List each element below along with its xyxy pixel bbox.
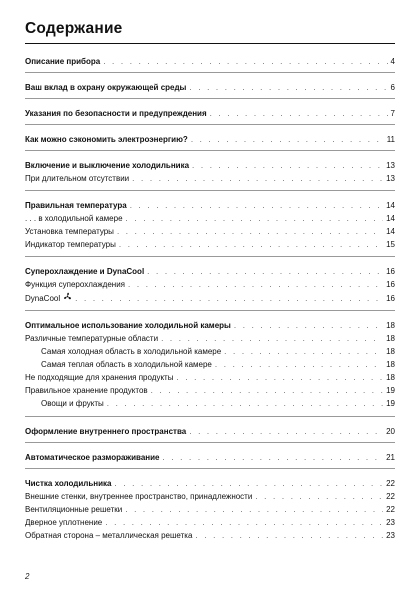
- section-divider: [25, 310, 395, 311]
- toc-page-number: 7: [390, 109, 395, 118]
- dot-leader: [176, 372, 383, 384]
- section-divider: [25, 442, 395, 443]
- toc-entry[interactable]: [25, 134, 395, 146]
- toc-entry-label: Суперохлаждение и DynaCool: [25, 267, 145, 276]
- toc-entry-label: Дверное уплотнение: [25, 518, 103, 527]
- dot-leader: [161, 333, 383, 345]
- dot-leader: [125, 504, 383, 516]
- toc-entry[interactable]: [25, 372, 395, 384]
- toc-entry-label: Оптимальное использование холодильной камеры: [25, 321, 231, 330]
- page-title: Содержание: [25, 20, 123, 37]
- dot-leader: [126, 213, 384, 225]
- toc-entry[interactable]: [25, 478, 395, 490]
- toc-page-number: 18: [386, 347, 395, 356]
- toc-entry[interactable]: [25, 452, 395, 464]
- dot-leader: [195, 530, 383, 542]
- toc-entry[interactable]: [25, 213, 395, 225]
- toc-page-number: 15: [386, 240, 395, 249]
- toc-page-number: 21: [386, 453, 395, 462]
- toc-entry-label: Самая теплая область в холодильной камере: [41, 360, 212, 369]
- dot-leader: [224, 346, 383, 358]
- toc-entry-label: Описание прибора: [25, 57, 101, 66]
- dot-leader: [189, 426, 383, 438]
- toc-page-number: 18: [386, 373, 395, 382]
- toc-entry[interactable]: [25, 385, 395, 397]
- toc-entry-label: Обратная сторона – металлическая решетка: [25, 531, 193, 540]
- toc-entry[interactable]: [25, 530, 395, 542]
- section-divider: [25, 190, 395, 191]
- toc-entry[interactable]: [25, 173, 395, 185]
- toc-page-number: 6: [390, 83, 395, 92]
- toc-entry[interactable]: [25, 266, 395, 278]
- section-divider: [25, 416, 395, 417]
- toc-page-number: 14: [386, 201, 395, 210]
- toc-page-number: 16: [386, 267, 395, 276]
- toc-entry-label: Установка температуры: [25, 227, 114, 236]
- dot-leader: [189, 82, 387, 94]
- toc-page-number: 14: [386, 227, 395, 236]
- toc-entry[interactable]: [25, 226, 395, 238]
- dot-leader: [130, 200, 383, 212]
- dot-leader: [103, 56, 387, 68]
- dot-leader: [105, 517, 383, 529]
- toc-page-number: 16: [386, 294, 395, 303]
- toc-entry-label: DynaCool: [25, 294, 61, 303]
- toc-entry[interactable]: [25, 239, 395, 251]
- page-number: 2: [25, 572, 30, 581]
- dot-leader: [75, 293, 383, 305]
- toc-entry[interactable]: [25, 292, 395, 304]
- toc-entry[interactable]: [25, 333, 395, 345]
- toc-entry[interactable]: [25, 279, 395, 291]
- toc-entry-label: Самая холодная область в холодильной камере: [41, 347, 222, 356]
- toc-entry-label: Вентиляционные решетки: [25, 505, 123, 514]
- toc-page-number: 18: [386, 360, 395, 369]
- dot-leader: [132, 173, 383, 185]
- toc-entry[interactable]: [25, 108, 395, 120]
- toc-entry-label: Функция суперохлаждения: [25, 280, 125, 289]
- toc-page-number: 19: [386, 399, 395, 408]
- toc-page-number: 18: [386, 321, 395, 330]
- section-divider: [25, 98, 395, 99]
- dot-leader: [215, 359, 383, 371]
- dot-leader: [151, 385, 383, 397]
- dot-leader: [192, 160, 383, 172]
- dot-leader: [191, 134, 384, 146]
- toc-entry-label: Чистка холодильника: [25, 479, 112, 488]
- toc-page-number: 13: [386, 161, 395, 170]
- toc-entry-label: Указания по безопасности и предупреждения: [25, 109, 207, 118]
- toc-entry[interactable]: [25, 346, 395, 358]
- toc-entry-label: Различные температурные области: [25, 334, 159, 343]
- toc-entry-label: Внешние стенки, внутреннее пространство, принадлежности: [25, 492, 253, 501]
- section-divider: [25, 256, 395, 257]
- dot-leader: [114, 478, 383, 490]
- toc-entry-label: Правильное хранение продуктов: [25, 386, 148, 395]
- dot-leader: [107, 398, 383, 410]
- toc-entry-label: При длительном отсутствии: [25, 174, 130, 183]
- dot-leader: [119, 239, 383, 251]
- toc-page-number: 22: [386, 505, 395, 514]
- toc-entry-label: . . . в холодильной камере: [25, 214, 123, 223]
- dot-leader: [128, 279, 383, 291]
- section-divider: [25, 150, 395, 151]
- toc-entry-label: Не подходящие для хранения продукты: [25, 373, 174, 382]
- toc-entry[interactable]: [25, 359, 395, 371]
- dot-leader: [117, 226, 383, 238]
- toc-entry[interactable]: [25, 491, 395, 503]
- toc-entry-label: Автоматическое размораживание: [25, 453, 160, 462]
- title-rule: [25, 43, 395, 44]
- dot-leader: [234, 320, 383, 332]
- toc-entry-label: Правильная температура: [25, 201, 127, 210]
- toc-page-number: 23: [386, 531, 395, 540]
- toc-page-number: 16: [386, 280, 395, 289]
- toc-page-number: 22: [386, 479, 395, 488]
- toc-entry[interactable]: [25, 56, 395, 68]
- toc-page-number: 13: [386, 174, 395, 183]
- toc-entry[interactable]: [25, 517, 395, 529]
- toc-page-number: 20: [386, 427, 395, 436]
- section-divider: [25, 468, 395, 469]
- toc-page-number: 4: [390, 57, 395, 66]
- toc-entry-label: Ваш вклад в охрану окружающей среды: [25, 83, 187, 92]
- dot-leader: [255, 491, 383, 503]
- section-divider: [25, 72, 395, 73]
- toc-entry[interactable]: [25, 320, 395, 332]
- toc-page-number: 18: [386, 334, 395, 343]
- toc-page-number: 22: [386, 492, 395, 501]
- toc-entry[interactable]: [25, 504, 395, 516]
- fan-icon: [63, 292, 72, 301]
- section-divider: [25, 124, 395, 125]
- toc-entry-label: Индикатор температуры: [25, 240, 116, 249]
- toc-entry[interactable]: [25, 82, 395, 94]
- toc-entry-label: Оформление внутреннего пространства: [25, 427, 187, 436]
- toc-entry-label: Как можно сэкономить электроэнергию?: [25, 135, 188, 144]
- toc-page-number: 19: [386, 386, 395, 395]
- toc-entry[interactable]: [25, 398, 395, 410]
- toc-entry-label: Овощи и фрукты: [41, 399, 104, 408]
- toc-entry[interactable]: [25, 426, 395, 438]
- toc-page-number: 23: [386, 518, 395, 527]
- dot-leader: [210, 108, 388, 120]
- toc-entry-label: Включение и выключение холодильника: [25, 161, 190, 170]
- toc-entry[interactable]: [25, 200, 395, 212]
- toc-page-number: 14: [386, 214, 395, 223]
- toc-entry[interactable]: [25, 160, 395, 172]
- dot-leader: [147, 266, 383, 278]
- toc-page-number: 11: [386, 135, 395, 144]
- dot-leader: [162, 452, 383, 464]
